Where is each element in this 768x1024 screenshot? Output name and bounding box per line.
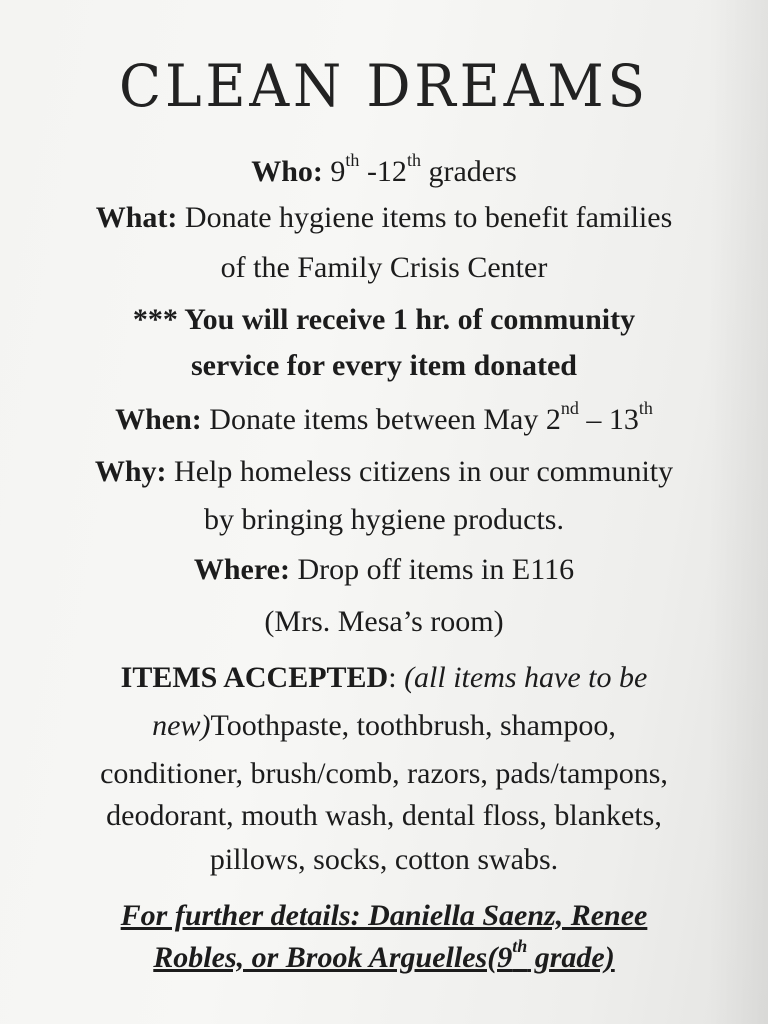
where-text-1: Drop off items in E116 [289, 553, 575, 586]
why-text-1: Help homeless citizens in our community [166, 455, 674, 488]
when-text: Donate items between May 2 [201, 403, 561, 436]
who-sup2: th [406, 150, 421, 170]
contact-text-2b: grade) [527, 941, 615, 974]
who-label: Who: [251, 155, 323, 188]
notice-text-1: *** You will receive 1 hr. of community [132, 303, 636, 336]
contact-line-2 [0, 936, 768, 976]
when-sup2: th [638, 398, 653, 418]
items-line-4: deodorant, mouth wash, dental floss, blankets, [106, 799, 662, 832]
who-sup1: th [345, 150, 360, 170]
what-label: What: [95, 201, 178, 234]
who-text2: -12 [359, 155, 407, 188]
items-line-1 [0, 660, 768, 696]
who-line [0, 150, 768, 190]
items-line-2 [0, 708, 768, 744]
when-line [0, 398, 768, 438]
what-line-1 [0, 200, 768, 236]
items-note-1: (all items have to be [404, 661, 648, 694]
when-text2: – 13 [578, 403, 639, 436]
flyer-title: CLEAN DREAMS [119, 52, 649, 120]
who-text: 9 [330, 155, 346, 188]
items-text-2: Toothpaste, toothbrush, shampoo, [210, 709, 616, 742]
when-sup1: nd [560, 398, 579, 418]
notice-line-1 [0, 302, 768, 338]
why-label: Why: [94, 455, 167, 488]
contact-text-2a: Robles, or Brook Arguelles(9 [153, 941, 513, 974]
contact-sup: th [512, 936, 528, 956]
what-text-1: Donate hygiene items to benefit families [177, 201, 673, 234]
when-label: When: [115, 403, 202, 436]
items-note-2: new) [152, 709, 211, 742]
items-label: ITEMS ACCEPTED [120, 661, 389, 694]
where-line-1 [0, 552, 768, 588]
contact-line-1: For further details: Daniella Saenz, Renee [120, 899, 648, 932]
items-line-3: conditioner, brush/comb, razors, pads/tampons, [100, 757, 668, 790]
notice-text-2: service for every item donated [191, 349, 577, 382]
where-line-2: (Mrs. Mesa’s room) [264, 605, 504, 638]
who-text3: graders [420, 155, 517, 188]
items-colon: : [388, 661, 405, 694]
what-line-2: of the Family Crisis Center [220, 251, 548, 284]
items-line-5: pillows, socks, cotton swabs. [209, 843, 559, 876]
notice-line-2 [0, 348, 768, 384]
why-line-1 [0, 454, 768, 490]
why-line-2: by bringing hygiene products. [204, 503, 564, 536]
where-label: Where: [193, 553, 290, 586]
